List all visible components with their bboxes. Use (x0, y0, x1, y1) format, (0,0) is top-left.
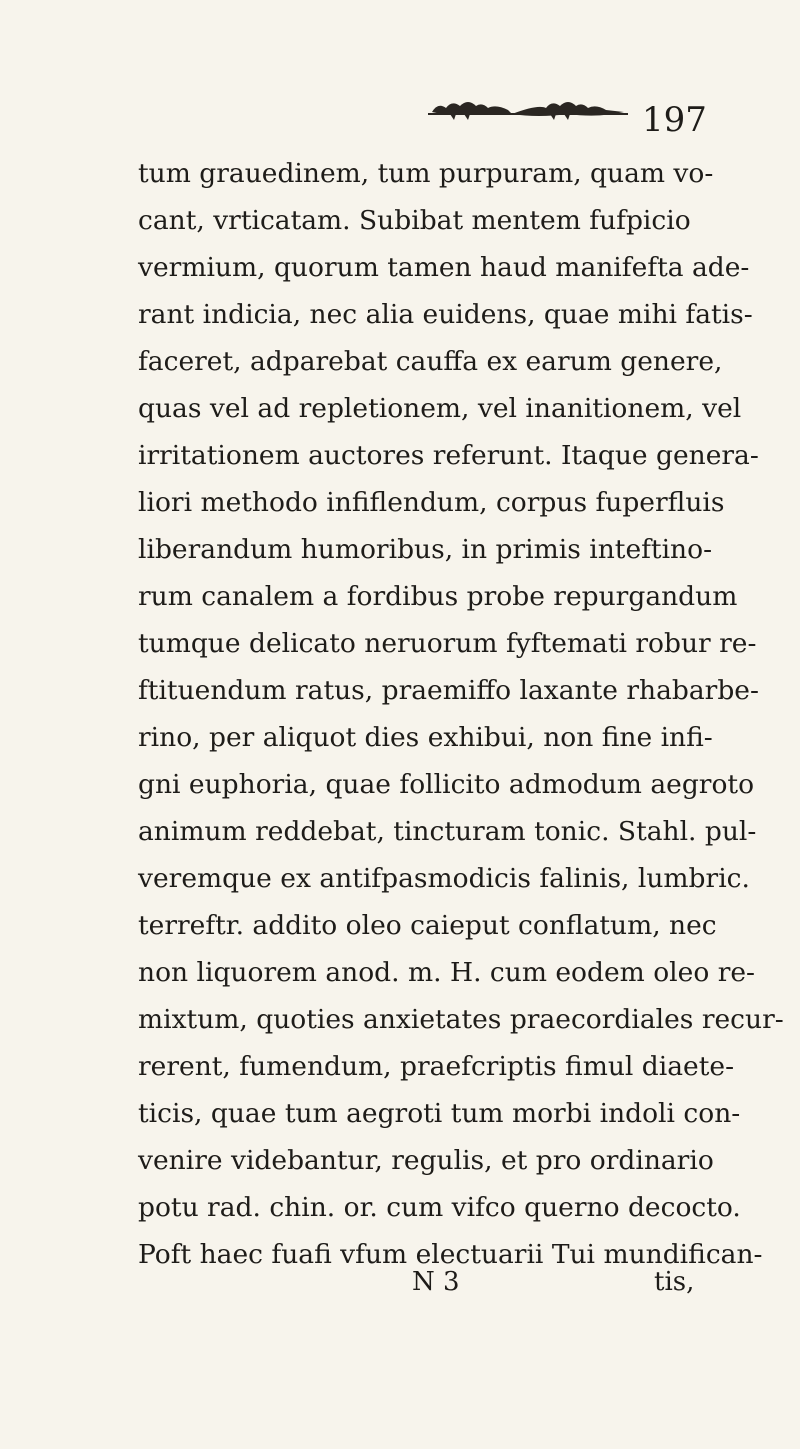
text-line: terreftr. addito oleo caieput conflatum, nec (138, 910, 717, 941)
text-line: rum canalem a fordibus probe repurgandum (138, 581, 738, 612)
text-line: venire videbantur, regulis, et pro ordinario (138, 1145, 714, 1176)
body-text (138, 150, 784, 1278)
text-line: rerent, fumendum, praefcriptis fimul diaete- (138, 1051, 735, 1082)
text-line: quas vel ad repletionem, vel inanitionem, vel (138, 393, 742, 424)
text-line: irritationem auctores referunt. Itaque genera- (138, 440, 759, 471)
text-line: cant, vrticatam. Subibat mentem fufpicio (138, 205, 691, 236)
text-line: ftituendum ratus, praemiffo laxante rhabarbe- (138, 675, 759, 706)
text-line: potu rad. chin. or. cum vifco querno decocto. (138, 1192, 741, 1223)
text-line: tum grauedinem, tum purpuram, quam vo- (138, 158, 714, 189)
page-number: 197 (642, 100, 707, 140)
catchword: tis, (654, 1267, 695, 1297)
text-line: tumque delicato neruorum fyftemati robur re- (138, 628, 757, 659)
text-line: Poft haec fuafi vfum electuarii Tui mundifican- (138, 1239, 763, 1270)
text-line: liori methodo infiflendum, corpus fuperfluis (138, 487, 725, 518)
text-line: rino, per aliquot dies exhibui, non fine infi- (138, 722, 713, 753)
text-line: faceret, adparebat cauffa ex earum genere, (138, 346, 723, 377)
text-line: ticis, quae tum aegroti tum morbi indoli con- (138, 1098, 741, 1129)
page-footer (0, 1260, 800, 1310)
decorative-headpiece-icon (428, 96, 628, 122)
text-line: liberandum humoribus, in primis inteftino- (138, 534, 713, 565)
text-line: rant indicia, nec alia euidens, quae mihi fatis- (138, 299, 753, 330)
signature-mark: N 3 (412, 1267, 460, 1297)
page-header (0, 80, 800, 150)
text-line: veremque ex antifpasmodicis falinis, lumbric. (138, 863, 750, 894)
text-line: animum reddebat, tincturam tonic. Stahl. pul- (138, 816, 757, 847)
text-line: vermium, quorum tamen haud manifefta ade- (138, 252, 750, 283)
text-line: mixtum, quoties anxietates praecordiales recur- (138, 1004, 784, 1035)
text-line: gni euphoria, quae follicito admodum aegroto (138, 769, 755, 800)
text-line: non liquorem anod. m. H. cum eodem oleo re- (138, 957, 756, 988)
